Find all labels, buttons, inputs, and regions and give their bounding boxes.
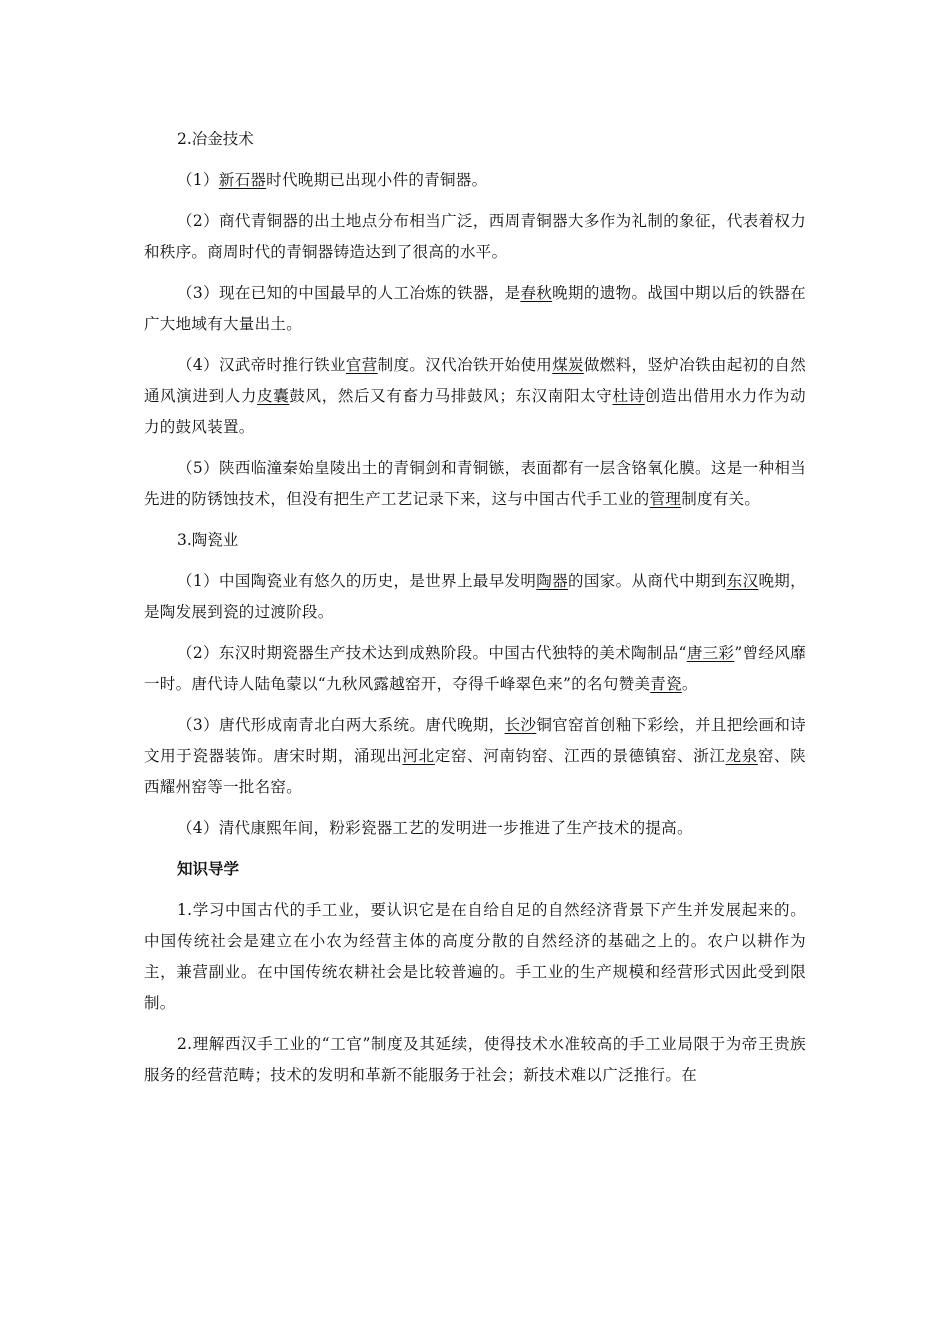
text-run: 晚期的遗物。战国中期以后的铁器在广大地域有大量出土。 — [144, 284, 806, 333]
paragraph — [144, 453, 806, 515]
text-run: （3）现在已知的中国最早的人工冶炼的铁器，是 — [177, 284, 521, 302]
paragraph — [144, 278, 806, 340]
text-run: （2）商代青铜器的出土地点分布相当广泛，西周青铜器大多作为礼制的象征，代表着权力和秩序。商周时代的青铜器铸造达到了很高的水平。 — [144, 212, 806, 261]
underlined-term: 陶器 — [536, 572, 569, 590]
text-run: （2）东汉时期瓷器生产技术达到成熟阶段。中国古代独特的美术陶制品“ — [177, 644, 687, 662]
text-run: 晚期，是陶发展到瓷的过渡阶段。 — [144, 572, 806, 621]
underlined-term: 新石器 — [218, 171, 267, 189]
text-run: 窑、陕西耀州窑等一批名窑。 — [144, 747, 806, 796]
document-page — [144, 124, 806, 1101]
section-heading: 2.冶金技术 — [177, 130, 254, 148]
paragraph — [144, 165, 806, 196]
section-heading: 知识导学 — [177, 860, 240, 878]
underlined-term: 官营 — [345, 356, 378, 374]
text-run: 时代晚期已出现小件的青铜器。 — [266, 171, 488, 189]
paragraph — [144, 1029, 806, 1091]
text-run: 创造出借用水力作为动力的鼓风装置。 — [144, 387, 806, 436]
underlined-term: 河北 — [402, 747, 435, 765]
underlined-term: 唐三彩 — [686, 644, 735, 662]
paragraph — [144, 350, 806, 443]
section-heading: 3.陶瓷业 — [177, 531, 239, 549]
underlined-term: 杜诗 — [612, 387, 645, 405]
underlined-term: 春秋 — [520, 284, 553, 302]
underlined-term: 皮囊 — [257, 387, 290, 405]
text-run: （4）汉武帝时推行铁业 — [177, 356, 346, 374]
underlined-term: 煤炭 — [552, 356, 584, 374]
underlined-term: 青瓷 — [650, 675, 682, 693]
text-run: ”曾经风靡一时。唐代诗人陆龟蒙以“九秋风露越窑开，夺得千峰翠色来”的名句赞美 — [144, 644, 806, 693]
paragraph — [144, 895, 806, 1019]
paragraph — [144, 813, 806, 844]
underlined-term: 管理 — [649, 490, 682, 508]
text-run: 2.理解西汉手工业的“工官”制度及其延续，使得技术水准较高的手工业局限于为帝王贵族服务的经营范畴；技术的发明和革新不能服务于社会；新技术难以广泛推行。在 — [144, 1035, 806, 1084]
text-run: 制度。汉代冶铁开始使用 — [377, 356, 553, 374]
underlined-term: 东汉 — [726, 572, 759, 590]
paragraph — [144, 206, 806, 268]
text-run: 鼓风，然后又有畜力马排鼓风；东汉南阳太守 — [289, 387, 613, 405]
paragraph — [144, 638, 806, 700]
text-run: 制度有关。 — [681, 490, 761, 508]
paragraph — [144, 566, 806, 628]
text-run: 做燃料，竖炉冶铁由起初的自然通风演进到人力 — [144, 356, 806, 405]
underlined-term: 龙泉 — [725, 747, 758, 765]
text-run: 1.学习中国古代的手工业，要认识它是在自给自足的自然经济背景下产生并发展起来的。中国传统社会是建立在小农为经营主体的高度分散的自然经济的基础之上的。农户以耕作为主，兼营副业。在中国传统农耕社会是比较普遍的。手工业的生产规模和经营形式因此受到限制。 — [144, 901, 806, 1012]
paragraph — [144, 710, 806, 803]
text-run: （4）清代康熙年间，粉彩瓷器工艺的发明进一步推进了生产技术的提高。 — [177, 819, 693, 837]
text-run: （5）陕西临潼秦始皇陵出土的青铜剑和青铜镞，表面都有一层含铬氧化膜。这是一种相当先进的防锈蚀技术，但没有把生产工艺记录下来，这与中国古代手工业的 — [144, 459, 806, 508]
underlined-term: 长沙 — [504, 716, 537, 734]
text-run: 定窑、河南钧窑、江西的景德镇窑、浙江 — [434, 747, 726, 765]
text-run: （1）中国陶瓷业有悠久的历史，是世界上最早发明 — [177, 572, 537, 590]
text-run: （1） — [177, 171, 219, 189]
text-run: 。 — [681, 675, 698, 693]
text-run: 铜官窑首创釉下彩绘，并且把绘画和诗文用于瓷器装饰。唐宋时期，涌现出 — [144, 716, 806, 765]
text-run: （3）唐代形成南青北白两大系统。唐代晚期， — [177, 716, 505, 734]
text-run: 的国家。从商代中期到 — [568, 572, 727, 590]
